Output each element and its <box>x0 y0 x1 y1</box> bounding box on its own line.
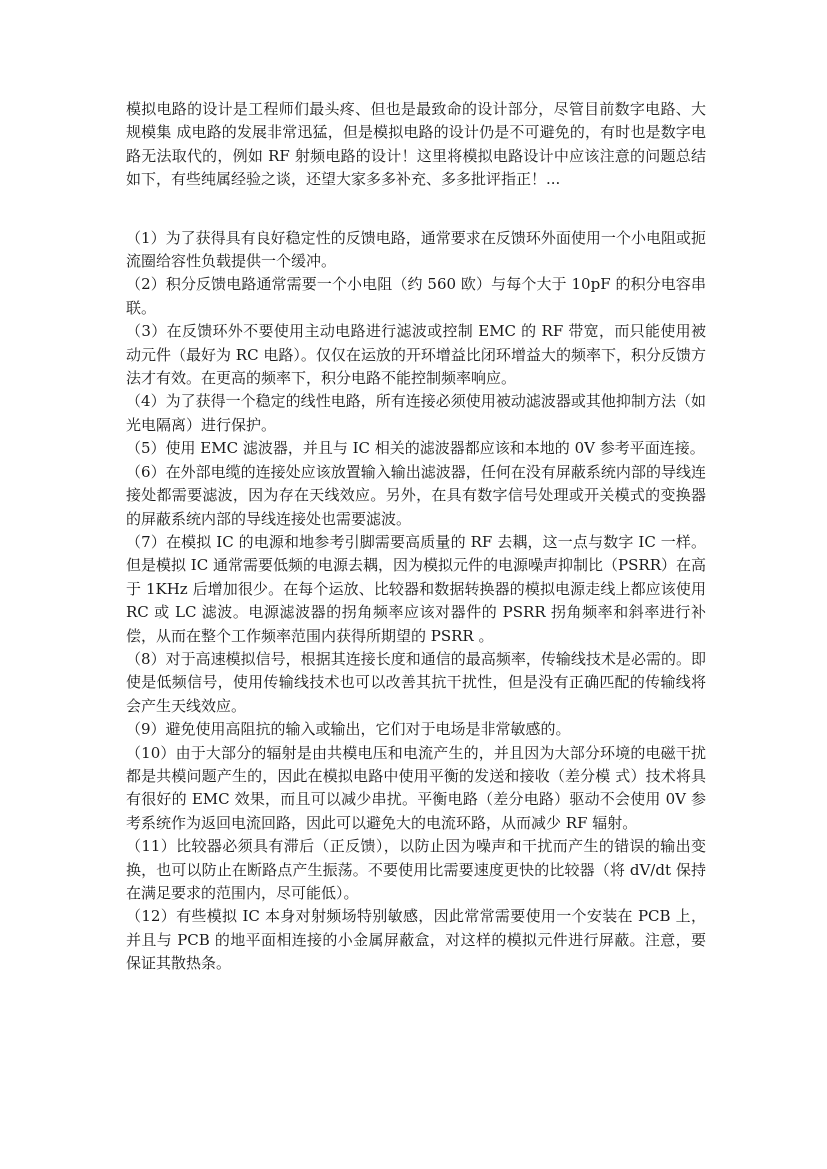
tip-item-4: （4）为了获得一个稳定的线性电路，所有连接必须使用被动滤波器或其他抑制方法（如光电隔离）进行保护。 <box>126 392 706 434</box>
tip-item-11: （11）比较器必须具有滞后（正反馈），以防止因为噪声和干扰而产生的错误的输出变换，也可以防止在断路点产生振荡。不要使用比需要速度更快的比较器（将 dV/dt 保持在满足要求的范围内，尽可能低）。 <box>126 837 706 902</box>
intro-paragraph: 模拟电路的设计是工程师们最头疼、但也是最致命的设计部分，尽管目前数字电路、大规模集 成电路的发展非常迅猛，但是模拟电路的设计仍是不可避免的，有时也是数字电路无法取代的，例如 RF 射频电路的设计！这里将模拟电路设计中应该注意的问题总结如下，有些纯属经验之谈，还望大家多多补充、多多批评指正！... <box>126 100 706 189</box>
tip-item-6: （6）在外部电缆的连接处应该放置输入输出滤波器，任何在没有屏蔽系统内部的导线连接处都需要滤波，因为存在天线效应。另外，在具有数字信号处理或开关模式的变换器的屏蔽系统内部的导线连接处也需要滤波。 <box>126 462 706 528</box>
paragraph-gap <box>126 192 706 227</box>
tip-item-12: （12）有些模拟 IC 本身对射频场特别敏感，因此常常需要使用一个安装在 PCB 上，并且与 PCB 的地平面相连接的小金属屏蔽盒，对这样的模拟元件进行屏蔽。注意，要保证其散热条。 <box>126 907 706 973</box>
tip-item-10: （10）由于大部分的辐射是由共模电压和电流产生的，并且因为大部分环境的电磁干扰都是共模问题产生的，因此在模拟电路中使用平衡的发送和接收（差分模 式）技术将具有很好的 EMC 效果，而且可以减少串扰。平衡电路（差分电路）驱动不会使用 0V 参考系统作为返回电流回路，因此可以避免大的电流环路，从而减少 RF 辐射。 <box>126 743 706 832</box>
tip-item-3: （3）在反馈环外不要使用主动电路进行滤波或控制 EMC 的 RF 带宽，而只能使用被动元件（最好为 RC 电路）。仅仅在运放的开环增益比闭环增益大的频率下，积分反馈方法才有效。在更高的频率下，积分电路不能控制频率响应。 <box>126 322 706 388</box>
tip-item-2: （2）积分反馈电路通常需要一个小电阻（约 560 欧）与每个大于 10pF 的积分电容串联。 <box>126 275 706 317</box>
tip-item-7: （7）在模拟 IC 的电源和地参考引脚需要高质量的 RF 去耦，这一点与数字 IC 一样。但是模拟 IC 通常需要低频的电源去耦，因为模拟元件的电源噪声抑制比（PSRR）在高于 1KHz 后增加很少。在每个运放、比较器和数据转换器的模拟电源走线上都应该使用 RC 或 LC 滤波。电源滤波器的拐角频率应该对器件的 PSRR 拐角频率和斜率进行补偿，从而在整个工作频率范围内获得所期望的 PSRR 。 <box>126 532 706 645</box>
tip-item-5: （5）使用 EMC 滤波器，并且与 IC 相关的滤波器都应该和本地的 0V 参考平面连接。 <box>126 439 705 458</box>
tips-list <box>126 227 706 976</box>
tip-item-9: （9）避免使用高阻抗的输入或输出，它们对于电场是非常敏感的。 <box>126 720 571 739</box>
document-page <box>126 98 706 976</box>
tip-item-8: （8）对于高速模拟信号，根据其连接长度和通信的最高频率，传输线技术是必需的。即使是低频信号，使用传输线技术也可以改善其抗干扰性，但是没有正确匹配的传输线将会产生天线效应。 <box>126 649 706 715</box>
tip-item-1: （1）为了获得具有良好稳定性的反馈电路，通常要求在反馈环外面使用一个小电阻或扼流圈给容性负载提供一个缓冲。 <box>126 228 706 271</box>
